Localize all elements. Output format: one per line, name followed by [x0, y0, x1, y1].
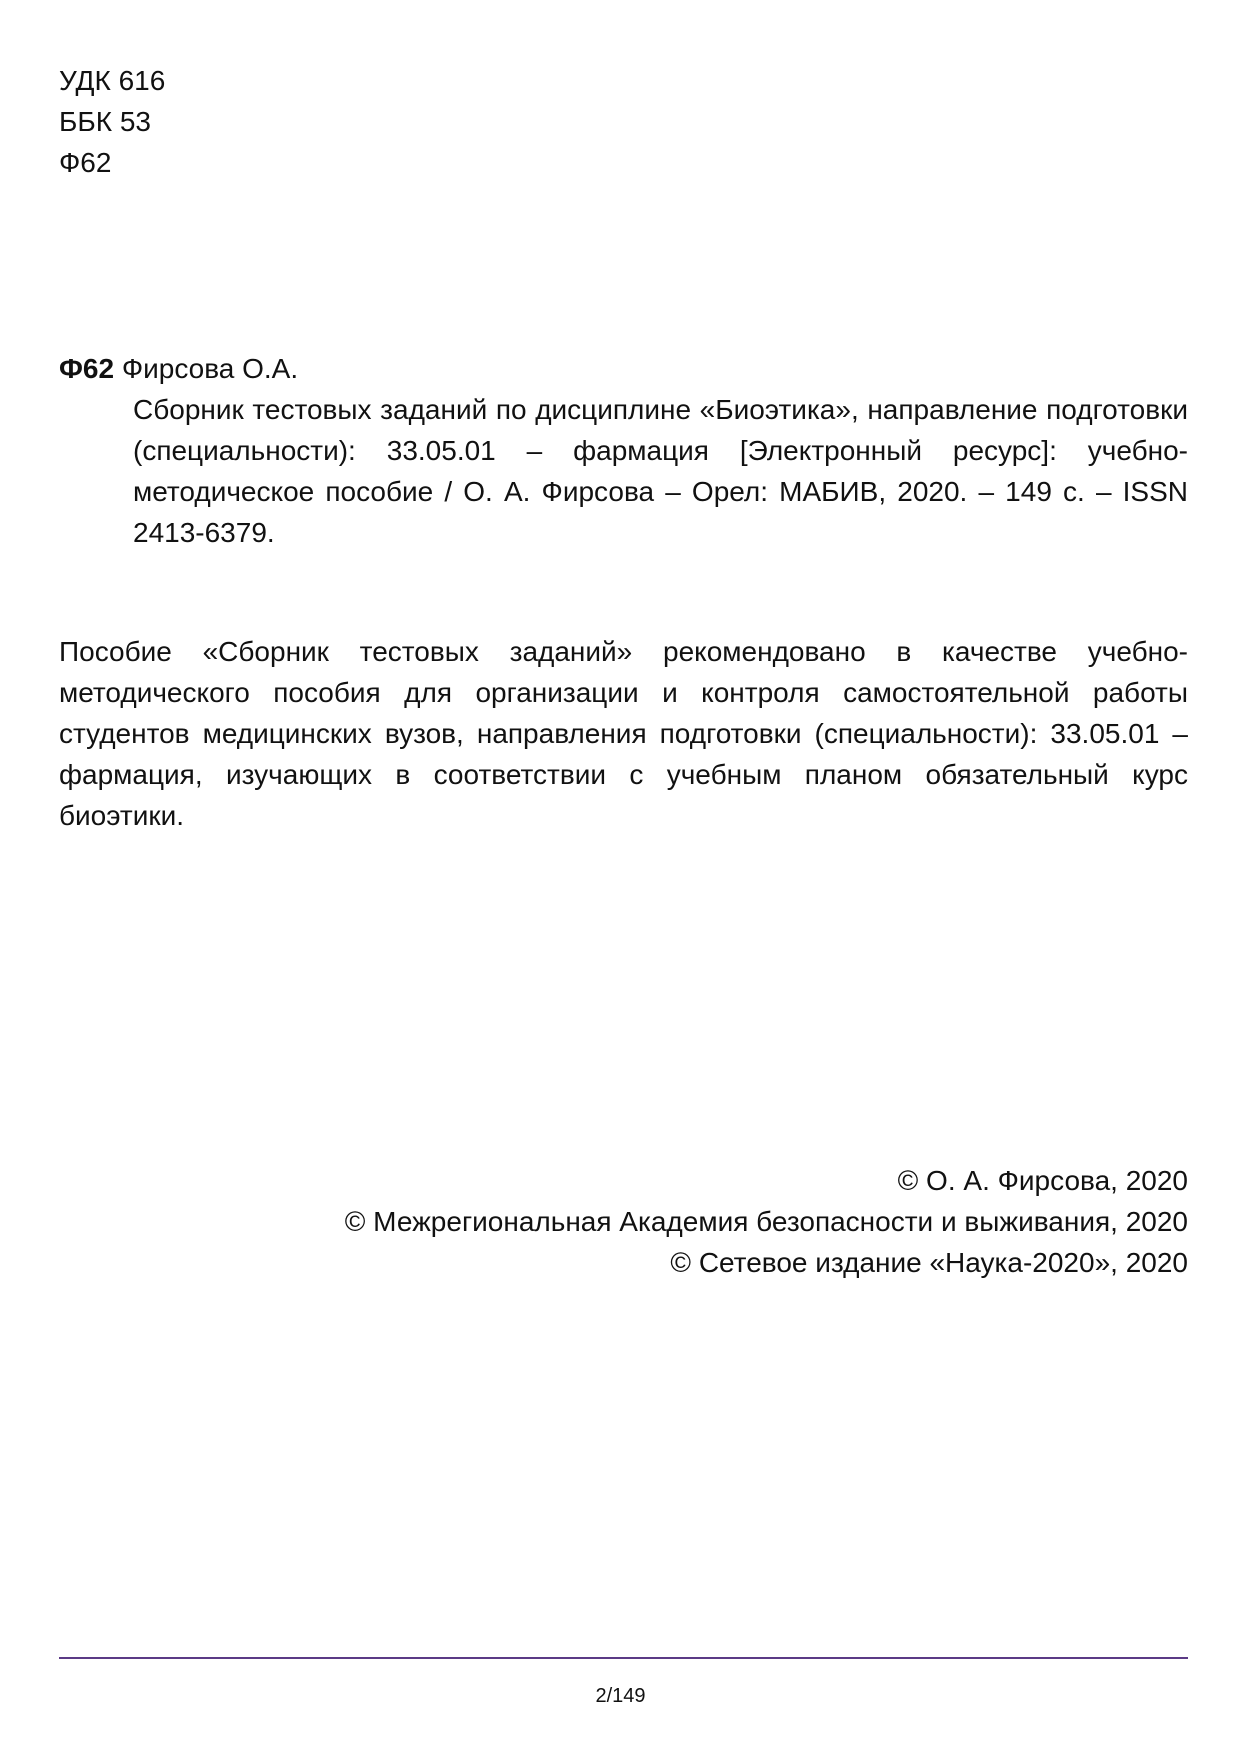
copyright-line-academy: © Межрегиональная Академия безопасности и выживания, 2020: [344, 1206, 1188, 1237]
annotation-paragraph: Пособие «Сборник тестовых заданий» рекомендовано в качестве учебно-методического пособия для организации и контроля самостоятельной работы студентов медицинских вузов, направления подготовки (специальности): 33.05.01 – фармация, изучающих в соответствии с учебным планом обязательный курс биоэтики.: [59, 636, 1188, 831]
footer-divider: [59, 1657, 1188, 1659]
copyright-line-publisher: © Сетевое издание «Наука-2020», 2020: [670, 1247, 1188, 1278]
bibliographic-record: [59, 348, 1188, 553]
udk-index: УДК 616: [59, 65, 166, 96]
copyright-line-author: © О. А. Фирсова, 2020: [897, 1165, 1188, 1196]
classification-block: [59, 60, 165, 183]
biblio-code: Ф62: [59, 353, 115, 384]
author-sign: Ф62: [59, 147, 112, 178]
page-number: 2/149: [595, 1685, 646, 1707]
biblio-description: Сборник тестовых заданий по дисциплине «Биоэтика», направление подготовки (специальности): 33.05.01 – фармация [Электронный ресурс]: учебно-методическое пособие / О. А. Фирсова – Орел: МАБИВ, 2020. – 149 с. – ISSN 2413-6379.: [133, 394, 1188, 548]
biblio-author: Фирсова О.А.: [114, 353, 299, 384]
bbk-index: ББК 53: [59, 106, 151, 137]
biblio-heading: [59, 348, 1188, 389]
copyright-block: [345, 1160, 1188, 1283]
